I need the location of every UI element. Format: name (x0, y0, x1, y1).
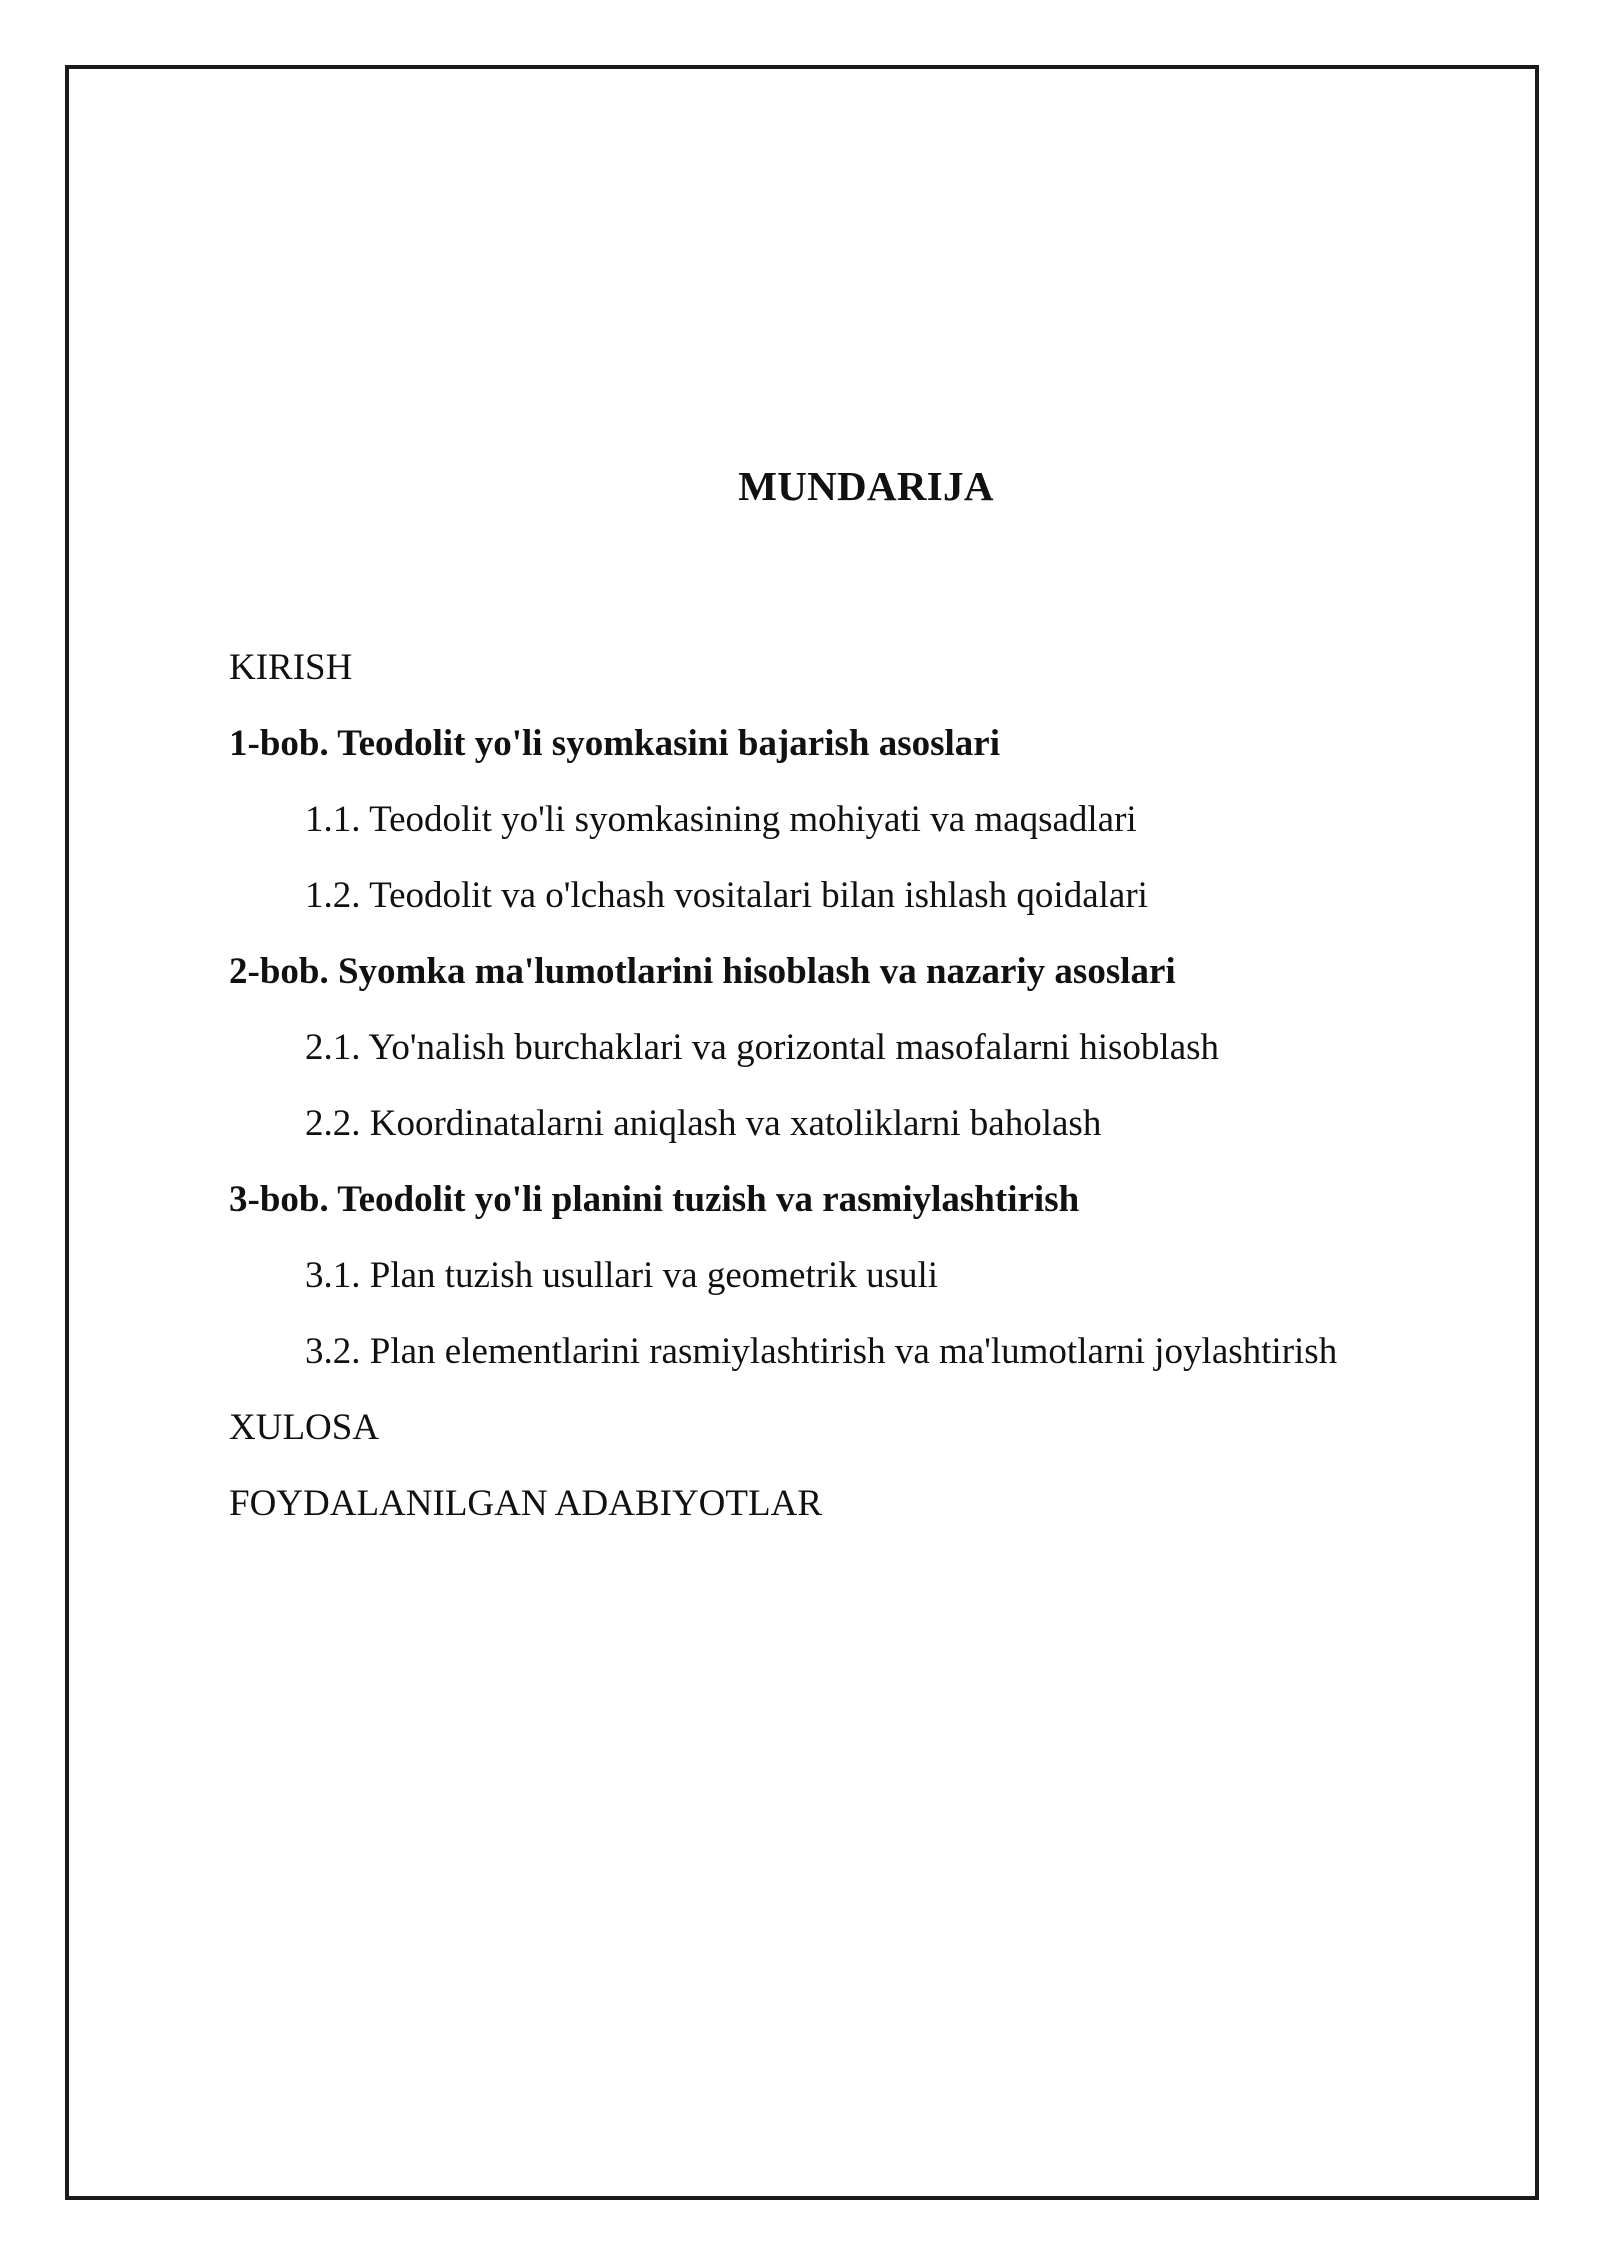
page-title: MUNDARIJA (738, 463, 994, 509)
table-of-contents (229, 648, 1440, 1560)
toc-section-1-2: 1.2. Teodolit va o'lchash vositalari bilan ishlash qoidalari (305, 875, 1148, 916)
toc-entry-introduction: KIRISH (229, 647, 353, 688)
toc-entry-conclusion: XULOSA (229, 1407, 380, 1448)
toc-chapter-3: 3-bob. Teodolit yo'li planini tuzish va rasmiylashtirish (229, 1179, 1080, 1220)
toc-entry-references: FOYDALANILGAN ADABIYOTLAR (229, 1483, 822, 1524)
toc-chapter-1: 1-bob. Teodolit yo'li syomkasini bajarish asoslari (229, 723, 1001, 764)
toc-section-3-2: 3.2. Plan elementlarini rasmiylashtirish va ma'lumotlarni joylashtirish (305, 1331, 1338, 1372)
toc-section-2-2: 2.2. Koordinatalarni aniqlash va xatoliklarni baholash (305, 1103, 1102, 1144)
toc-section-3-1: 3.1. Plan tuzish usullari va geometrik usuli (305, 1255, 939, 1296)
toc-chapter-2: 2-bob. Syomka ma'lumotlarini hisoblash va nazariy asoslari (229, 951, 1176, 992)
toc-section-2-1: 2.1. Yo'nalish burchaklari va gorizontal masofalarni hisoblash (305, 1027, 1220, 1068)
toc-section-1-1: 1.1. Teodolit yo'li syomkasining mohiyati va maqsadlari (305, 799, 1137, 840)
